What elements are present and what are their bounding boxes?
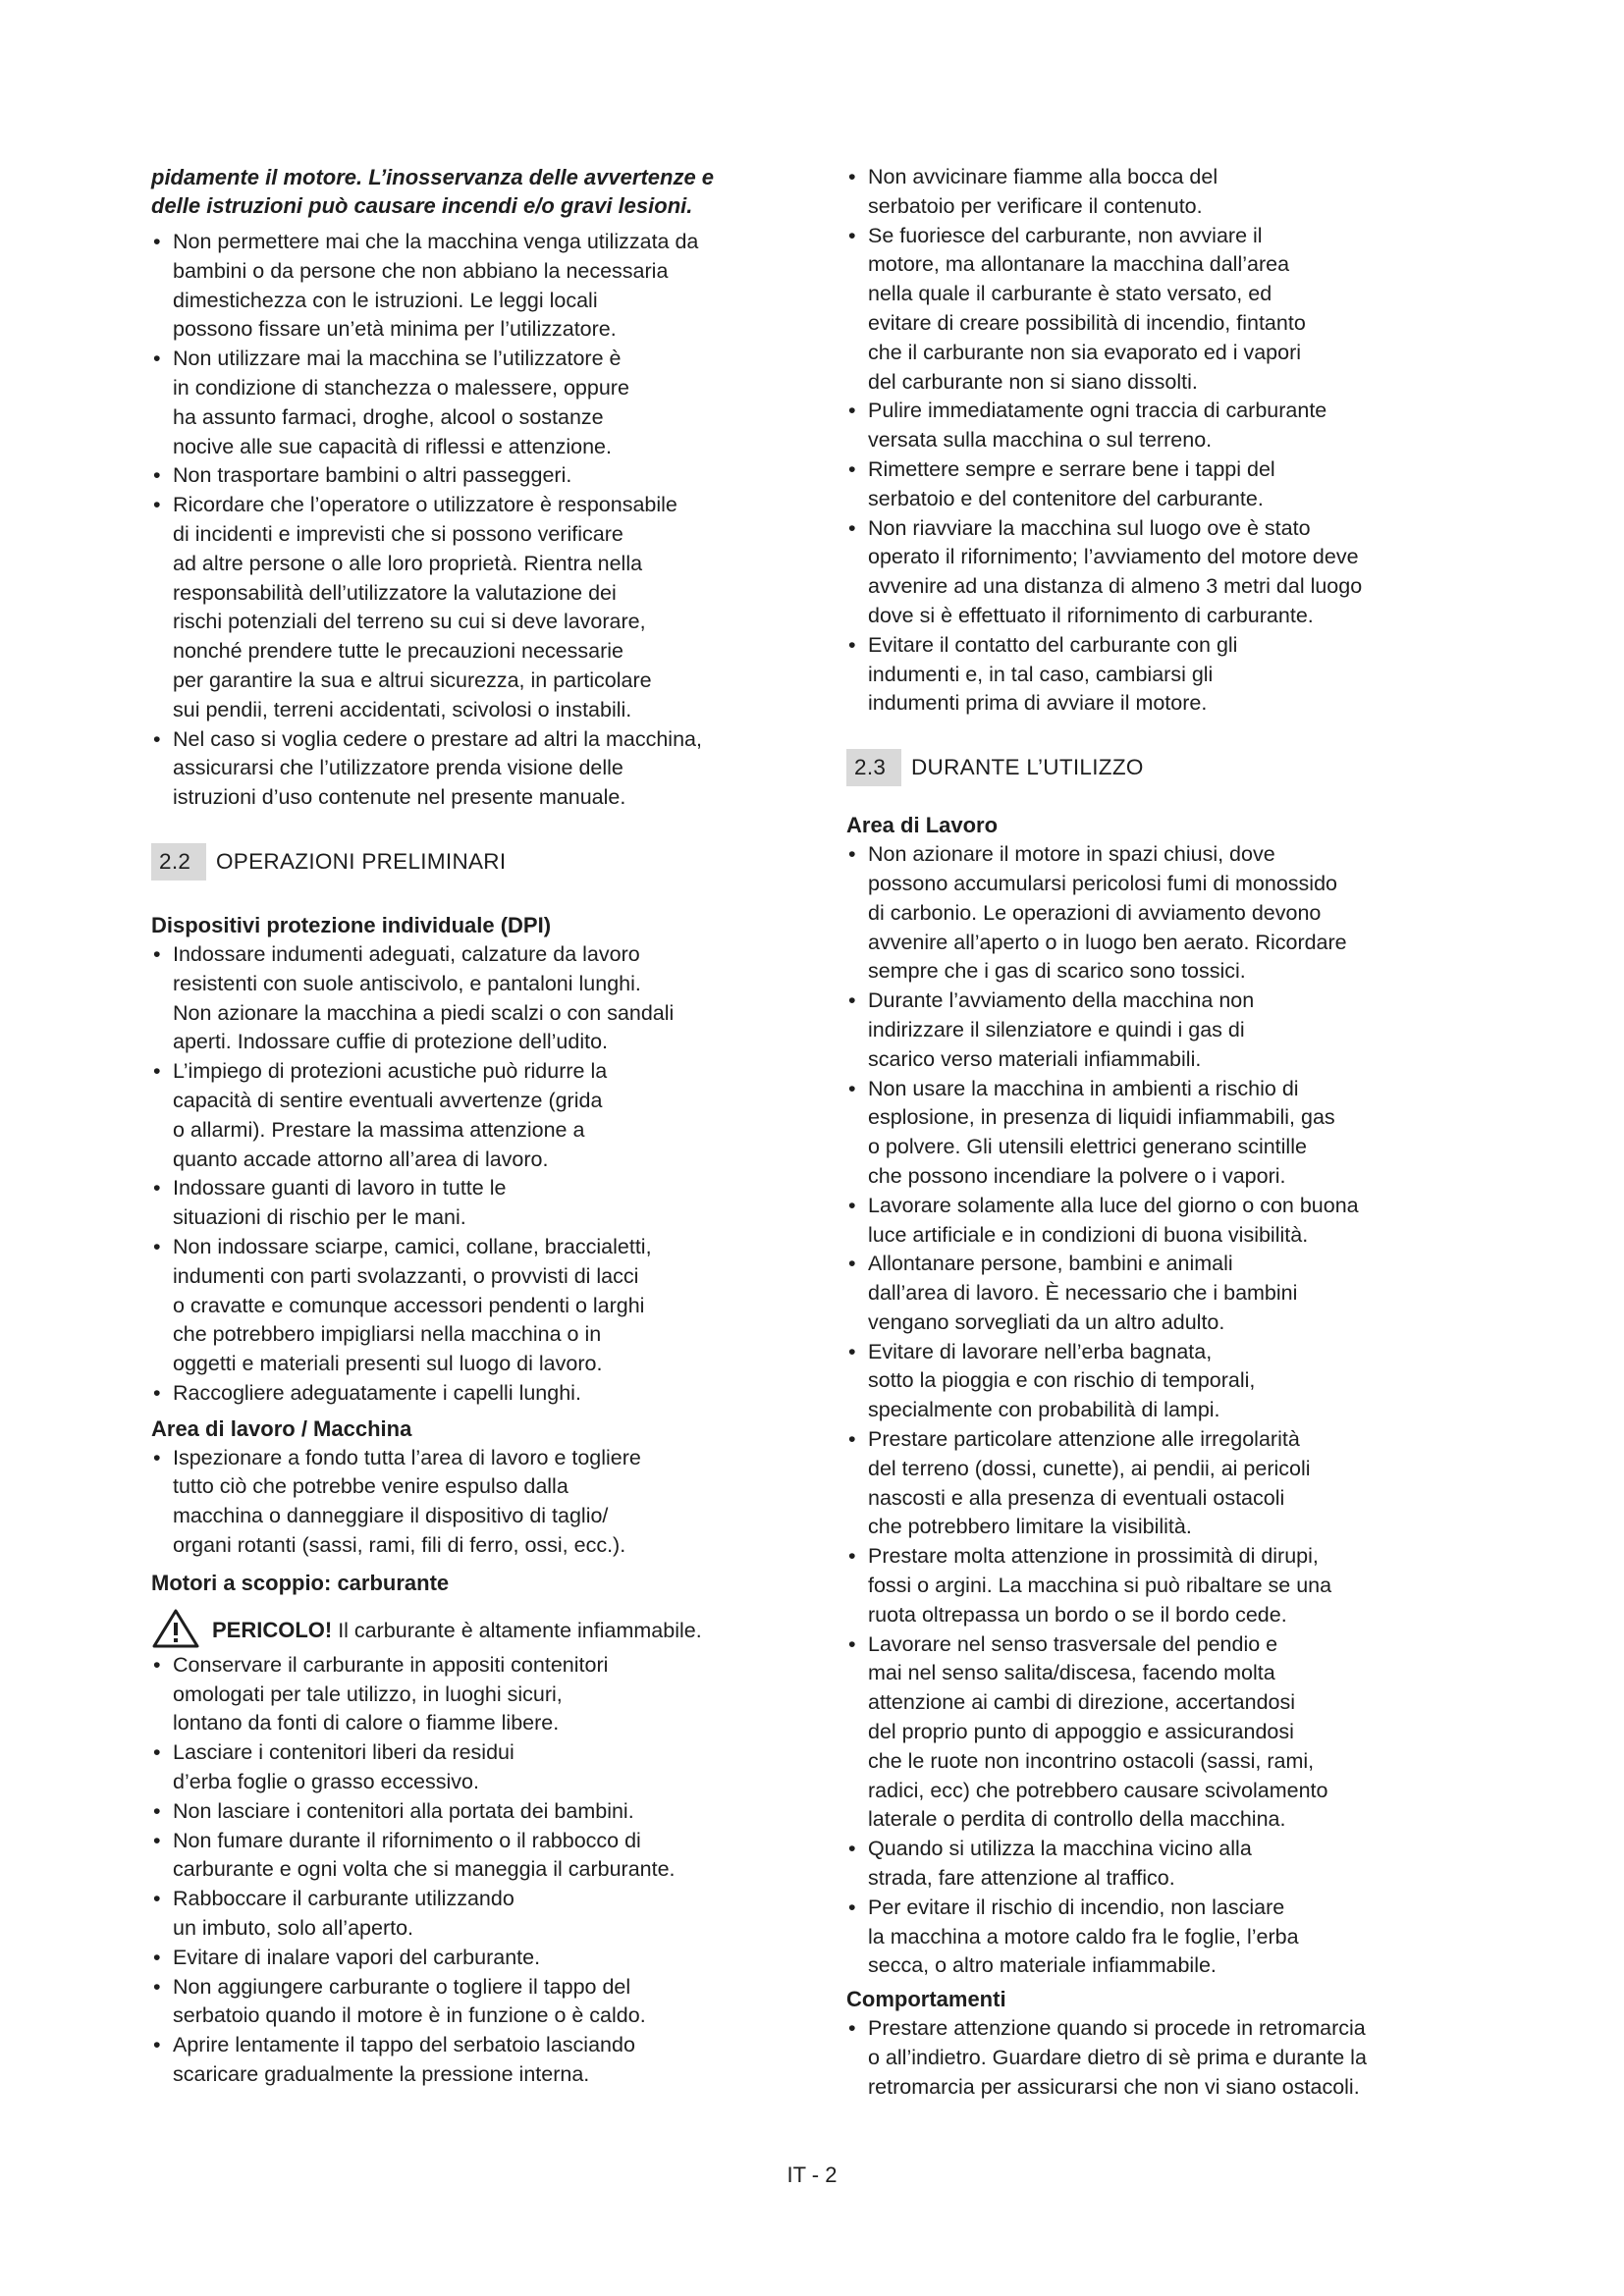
list-item: • Evitare di inalare vapori del carburante. [151,1944,780,1973]
list-item: • Aprire lentamente il tappo del serbatoio lasciando scaricare gradualmente la pressione interna. [151,2031,780,2090]
bullet-list-area-lavoro [846,840,1435,1981]
bullet-list-fuel [151,1651,780,2090]
list-item: • Non lasciare i contenitori alla portata dei bambini. [151,1797,780,1827]
bullet-list-area [151,1444,780,1561]
bullet-list-dpi [151,940,780,1409]
section-number: 2.2 [151,843,206,881]
list-item: • Non aggiungere carburante o togliere il tappo del serbatoio quando il motore è in funzione o è caldo. [151,1973,780,2032]
list-item: • Se fuoriesce del carburante, non avviare il motore, ma allontanare la macchina dall’area nella quale il carburante è stato versato, ed evitare di creare possibilità di incendio, fintanto che il carburante non sia evaporato ed i vapori del carburante non si siano dissolti. [846,222,1435,398]
danger-text: Il carburante è altamente infiammabile. [332,1618,702,1642]
subheading-area-di-lavoro: Area di Lavoro [846,813,999,838]
list-item: • Per evitare il rischio di incendio, non lasciare la macchina a motore caldo fra le foglie, l’erba secca, o altro materiale infiammabile. [846,1894,1435,1981]
list-item: • Nel caso si voglia cedere o prestare ad altri la macchina, assicurarsi che l’utilizzatore prenda visione delle istruzioni d’uso contenute nel presente manuale. [151,725,780,813]
list-item: • Ispezionare a fondo tutta l’area di lavoro e togliere tutto ciò che potrebbe venire espulso dalla macchina o danneggiare il dispositivo di taglio/ organi rotanti (sassi, rami, fili di ferro, ossi, ecc.). [151,1444,780,1561]
warning-triangle-icon [151,1608,200,1649]
list-item: • L’impiego di protezioni acustiche può ridurre la capacità di sentire eventuali avvertenze (grida o allarmi). Prestare la massima attenzione a quanto accade attorno all’area di lavoro. [151,1057,780,1174]
list-item: • Non trasportare bambini o altri passeggeri. [151,461,780,491]
subheading-motori: Motori a scoppio: carburante [151,1570,450,1595]
page-number: IT - 2 [786,2163,838,2187]
list-item: • Non usare la macchina in ambienti a rischio di esplosione, in presenza di liquidi infiammabili, gas o polvere. Gli utensili elettrici generano scintille che possono incendiare la polvere o i vapori. [846,1075,1435,1192]
list-item: • Ricordare che l’operatore o utilizzatore è responsabile di incidenti e imprevisti che si possono verificare ad altre persone o alle loro proprietà. Rientra nella responsabilità dell’utilizzatore la valutazione dei rischi potenziali del terreno su cui si deve lavorare, nonché prendere tutte le precauzioni necessarie per garantire la sua e altrui sicurezza, in particolare sui pendii, terreni accidentati, scivolosi o instabili. [151,491,780,724]
list-item: • Pulire immediatamente ogni traccia di carburante versata sulla macchina o sul terreno. [846,397,1435,455]
danger-notice [151,1616,780,1651]
subheading-area-lavoro-macchina: Area di lavoro / Macchina [151,1415,412,1441]
subheading-dpi: Dispositivi protezione individuale (DPI) [151,912,552,937]
list-item: • Non utilizzare mai la macchina se l’utilizzatore è in condizione di stanchezza o malessere, oppure ha assunto farmaci, droghe, alcool o sostanze nocive alle sue capacità di riflessi e attenzione. [151,345,780,461]
list-item: • Rabboccare il carburante utilizzando un imbuto, solo all’aperto. [151,1885,780,1944]
list-item: • Prestare molta attenzione in prossimità di dirupi, fossi o argini. La macchina si può ribaltare se una ruota oltrepassa un bordo o se il bordo cede. [846,1542,1435,1629]
list-item: • Allontanare persone, bambini e animali dall’area di lavoro. È necessario che i bambini vengano sorvegliati da un altro adulto. [846,1250,1435,1337]
list-item: • Non indossare sciarpe, camici, collane, braccialetti, indumenti con parti svolazzanti, o provvisti di lacci o cravatte e comunque accessori pendenti o larghi che potrebbero impigliarsi nella macchina o in oggetti e materiali presenti sul luogo di lavoro. [151,1233,780,1379]
list-item: • Indossare guanti di lavoro in tutte le situazioni di rischio per le mani. [151,1174,780,1233]
bullet-list-fuel-continued [846,163,1435,719]
list-item: • Non riavviare la macchina sul luogo ove è stato operato il rifornimento; l’avviamento del motore deve avvenire ad una distanza di almeno 3 metri dal luogo dove si è effettuato il rifornimento di carburante. [846,514,1435,631]
list-item: • Lasciare i contenitori liberi da residui d’erba foglie o grasso eccessivo. [151,1738,780,1797]
list-item: • Conservare il carburante in appositi contenitori omologati per tale utilizzo, in luoghi sicuri, lontano da fonti di calore o fiamme libere. [151,1651,780,1738]
bullet-list-general [151,228,780,813]
list-item: • Rimettere sempre e serrare bene i tappi del serbatoio e del contenitore del carburante. [846,455,1435,514]
list-item: • Quando si utilizza la macchina vicino alla strada, fare attenzione al traffico. [846,1835,1435,1894]
list-item: • Non azionare il motore in spazi chiusi, dove possono accumularsi pericolosi fumi di monossido di carbonio. Le operazioni di avviamento devono avvenire all’aperto o in luogo ben aerato. Ricordare sempre che i gas di scarico sono tossici. [846,840,1435,987]
list-item: • Prestare attenzione quando si procede in retromarcia o all’indietro. Guardare dietro di sè prima e durante la retromarcia per assicurarsi che non vi siano ostacoli. [846,2014,1435,2102]
section-number: 2.3 [846,749,901,786]
list-item: • Non permettere mai che la macchina venga utilizzata da bambini o da persone che non abbiano la necessaria dimestichezza con le istruzioni. Le leggi locali possono fissare un’età minima per l’utilizzatore. [151,228,780,345]
list-item: • Non avvicinare fiamme alla bocca del serbatoio per verificare il contenuto. [846,163,1435,222]
list-item: • Indossare indumenti adeguati, calzature da lavoro resistenti con suole antiscivolo, e pantaloni lunghi. Non azionare la macchina a piedi scalzi o con sandali aperti. Indossare cuffie di protezione dell’udito. [151,940,780,1057]
list-item: • Evitare di lavorare nell’erba bagnata, sotto la pioggia e con rischio di temporali, specialmente con probabilità di lampi. [846,1338,1435,1425]
danger-label: PERICOLO! [212,1617,333,1642]
list-item: • Lavorare nel senso trasversale del pendio e mai nel senso salita/discesa, facendo molta attenzione ai cambi di direzione, accertandosi del proprio punto di appoggio e assicurandosi che le ruote non incontrino ostacoli (sassi, rami, radici, ecc) che potrebbero causare scivolamento laterale o perdita di controllo della macchina. [846,1630,1435,1836]
section-title: DURANTE L’UTILIZZO [911,755,1144,780]
section-heading-2-2 [151,843,780,881]
list-item: • Evitare il contatto del carburante con gli indumenti e, in tal caso, cambiarsi gli indumenti prima di avviare il motore. [846,631,1435,719]
section-heading-2-3 [846,749,1435,786]
intro-warning: pidamente il motore. L’inosservanza delle avvertenze e delle istruzioni può causare incendi e/o gravi lesioni. [151,165,715,218]
right-column [846,163,1435,2103]
list-item: • Non fumare durante il rifornimento o il rabbocco di carburante e ogni volta che si maneggia il carburante. [151,1827,780,1886]
left-column [151,163,780,2090]
subheading-comportamenti: Comportamenti [846,1987,1006,2012]
list-item: • Prestare particolare attenzione alle irregolarità del terreno (dossi, cunette), ai pendii, ai pericoli nascosti e alla presenza di eventuali ostacoli che potrebbero limitare la visibilità. [846,1425,1435,1542]
section-title: OPERAZIONI PRELIMINARI [216,848,507,874]
list-item: • Raccogliere adeguatamente i capelli lunghi. [151,1379,780,1409]
bullet-list-comportamenti [846,2014,1435,2102]
list-item: • Lavorare solamente alla luce del giorno o con buona luce artificiale e in condizioni di buona visibilità. [846,1192,1435,1251]
list-item: • Durante l’avviamento della macchina non indirizzare il silenziatore e quindi i gas di scarico verso materiali infiammabili. [846,987,1435,1074]
